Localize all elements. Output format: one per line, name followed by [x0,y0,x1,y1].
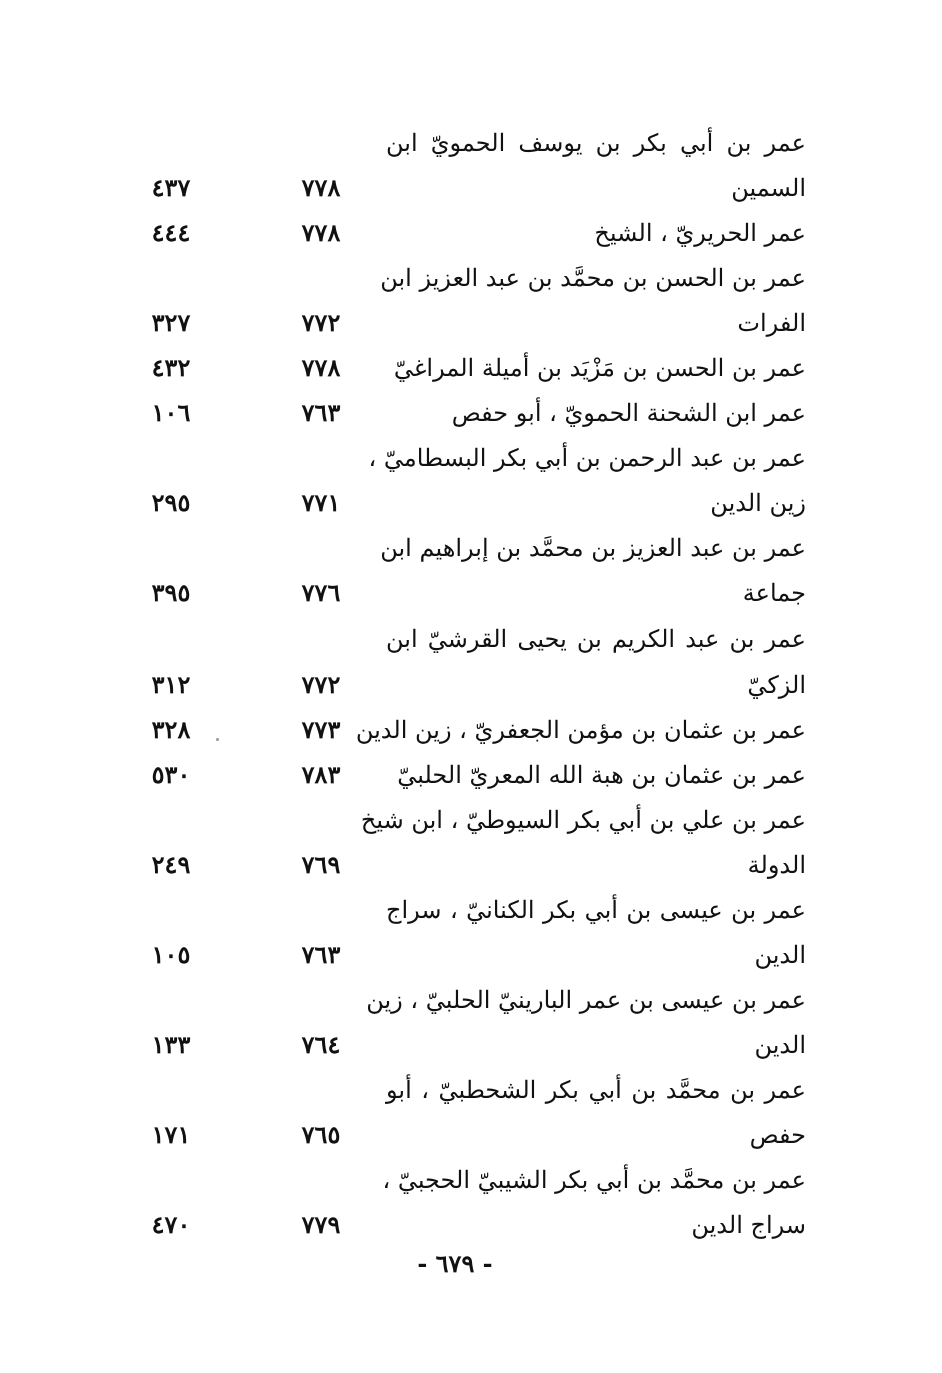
entry-name-line: الدين [754,1031,806,1059]
page-reference: ٣٢٧ [151,308,191,337]
entry-name-line: حفص [749,1121,806,1149]
death-year: ٧٨٣ [301,760,341,789]
death-year: ٧٧٨ [301,353,341,382]
death-year: ٧٧١ [301,488,341,517]
entry-name-line: عمر بن عثمان بن هبة الله المعريّ الحلبيّ [397,761,806,789]
entry-name-line: عمر بن عثمان بن مؤمن الجعفريّ ، زين الدين [355,716,806,744]
entry-name-line: عمر بن محمَّد بن أبي بكر الشحطبيّ ، أبو [386,1076,806,1104]
entry-name-line: عمر بن الحسن بن مَزْيَد بن أميلة المراغيّ [393,354,806,382]
entry-name-line: الزكيّ [747,671,806,699]
entry-name-line: جماعة [742,579,806,607]
page-reference: ٤٣٧ [151,173,191,202]
death-year: ٧٦٣ [301,398,341,427]
entry-name-line: سراج الدين [691,1211,806,1239]
death-year: ٧٦٣ [301,940,341,969]
page-reference: ١٠٦ [151,398,191,427]
entry-name-line: الفرات [737,309,806,337]
page-reference: ٤٣٢ [151,353,191,382]
page-reference: ١٣٣ [151,1030,191,1059]
page-reference: ٢٩٥ [151,488,191,517]
page-reference: ٤٧٠ [151,1210,191,1239]
page-reference: ١٧١ [151,1120,191,1149]
entry-name-line: عمر بن محمَّد بن أبي بكر الشيبيّ الحجبيّ ، [382,1166,806,1194]
death-year: ٧٦٩ [301,850,341,879]
page-number: - ٦٧٩ - [417,1249,493,1278]
entry-name-line: الدولة [747,851,806,879]
entry-name-line: عمر بن علي بن أبي بكر السيوطيّ ، ابن شيخ [360,806,806,834]
entry-name-line: عمر الحريريّ ، الشيخ [594,219,806,247]
entry-name-line: الدين [754,941,806,969]
entry-name-line: عمر بن الحسن بن محمَّد بن عبد العزيز ابن [380,264,806,292]
death-year: ٧٧٣ [301,715,341,744]
entry-name-line: عمر ابن الشحنة الحمويّ ، أبو حفص [451,399,806,427]
page-reference: ٣٢٨ [151,715,191,744]
death-year: ٧٧٨ [301,218,341,247]
entry-name-line: عمر بن عبد العزيز بن محمَّد بن إبراهيم ابن [380,534,806,562]
entry-name-line: عمر بن عبد الرحمن بن أبي بكر البسطاميّ ، [368,444,806,472]
page-reference: ٢٤٩ [151,850,191,879]
entry-name-line: السمين [731,174,806,202]
entry-name-line: عمر بن عيسى بن أبي بكر الكنانيّ ، سراج [386,896,806,924]
page-reference: ٤٤٤ [151,218,191,247]
page-reference: ٣٩٥ [151,578,191,607]
death-year: ٧٧٨ [301,173,341,202]
death-year: ٧٦٤ [301,1030,341,1059]
death-year: ٧٧٢ [301,670,341,699]
page-reference: ٣١٢ [151,670,191,699]
death-year: ٧٧٩ [301,1210,341,1239]
entry-name-line: زين الدين [710,489,806,517]
scan-speck [216,738,219,741]
entry-name-line: عمر بن عيسى بن عمر البارينيّ الحلبيّ ، زين [366,986,806,1014]
page-reference: ١٠٥ [151,940,191,969]
entry-name-line: عمر بن عبد الكريم بن يحيى القرشيّ ابن [386,625,806,653]
death-year: ٧٧٦ [301,578,341,607]
death-year: ٧٦٥ [301,1120,341,1149]
page-reference: ٥٣٠ [151,760,191,789]
entry-name-line: عمر بن أبي بكر بن يوسف الحمويّ ابن [386,129,806,157]
death-year: ٧٧٢ [301,308,341,337]
